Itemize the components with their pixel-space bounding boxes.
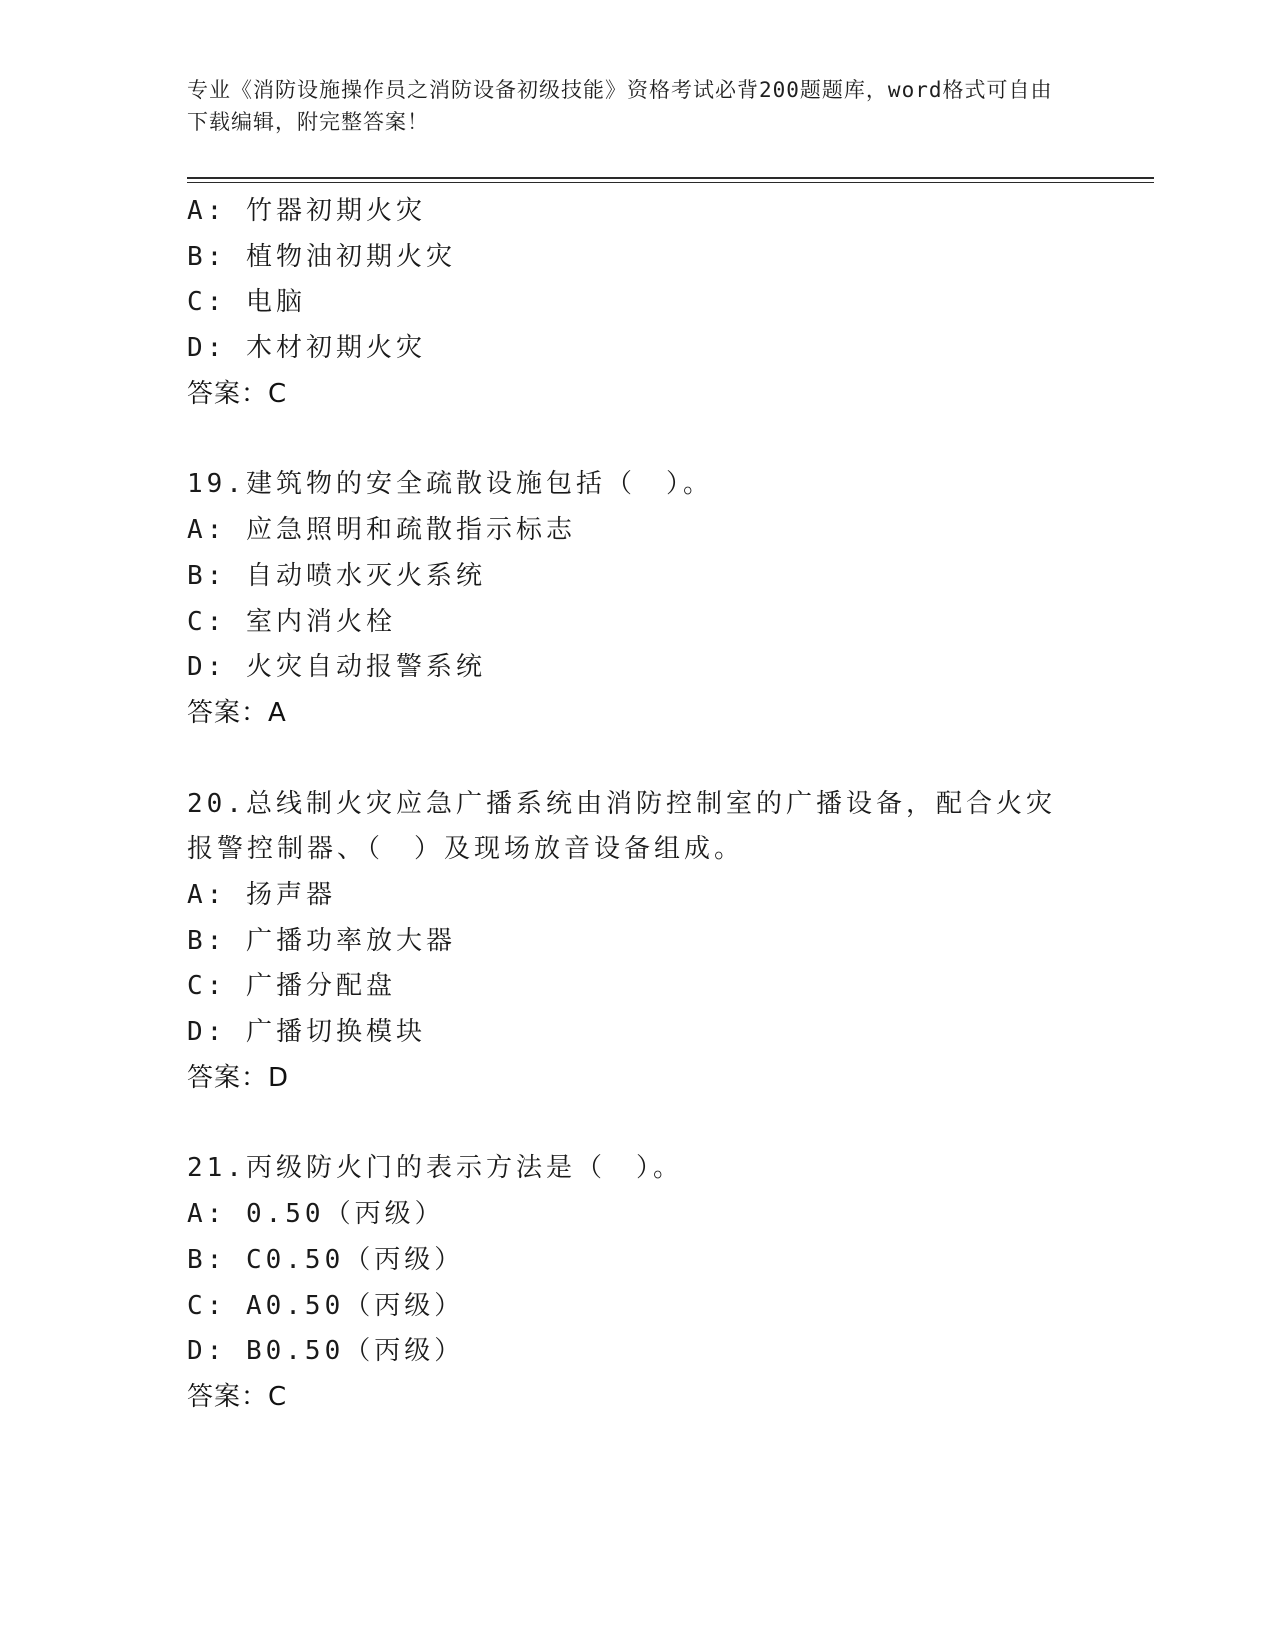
question-stem: 19.建筑物的安全疏散设施包括（ ）。 — [187, 469, 713, 500]
question-spacer — [187, 737, 1087, 782]
option-c: C: 电脑 — [187, 287, 306, 318]
option-c: C: 室内消火栓 — [187, 606, 396, 637]
header-divider-thick — [187, 177, 1154, 179]
option-a: A: 竹器初期火灾 — [187, 196, 426, 226]
option-b: B: 植物油初期火灾 — [187, 241, 456, 272]
option-c: C: 广播分配盘 — [187, 971, 396, 1002]
question-19 — [187, 462, 1087, 736]
question-spacer — [187, 1101, 1087, 1146]
option-d: D: 火灾自动报警系统 — [187, 652, 486, 683]
option-b: B: 自动喷水灭火系统 — [187, 560, 486, 591]
answer-line: 答案：A — [187, 697, 287, 728]
question-21 — [187, 1146, 1087, 1420]
header-divider-thin — [187, 182, 1154, 183]
option-a: A: 0.50（丙级） — [187, 1199, 445, 1230]
option-b: B: C0.50（丙级） — [187, 1244, 465, 1275]
option-a: A: 扬声器 — [187, 879, 336, 910]
question-spacer — [187, 417, 1087, 462]
option-d: D: B0.50（丙级） — [187, 1336, 465, 1367]
option-d: D: 广播切换模块 — [187, 1017, 426, 1048]
question-stem: 21.丙级防火门的表示方法是（ ）。 — [187, 1153, 683, 1184]
option-b: B: 广播功率放大器 — [187, 925, 456, 956]
option-c: C: A0.50（丙级） — [187, 1290, 465, 1321]
question-list — [187, 189, 1087, 1421]
answer-line: 答案：D — [187, 1062, 290, 1093]
answer-line: 答案：C — [187, 1381, 288, 1412]
option-a: A: 应急照明和疏散指示标志 — [187, 515, 576, 546]
question-20 — [187, 782, 1087, 1102]
option-d: D: 木材初期火灾 — [187, 333, 426, 364]
question-18-continued — [187, 189, 1087, 417]
document-header: 专业《消防设施操作员之消防设备初级技能》资格考试必背200题题库，word格式可自由下载编辑，附完整答案！ — [187, 78, 1053, 134]
question-stem: 20.总线制火灾应急广播系统由消防控制室的广播设备，配合火灾报警控制器、（ ）及现场放音设备组成。 — [187, 788, 1056, 865]
answer-line: 答案：C — [187, 378, 288, 409]
